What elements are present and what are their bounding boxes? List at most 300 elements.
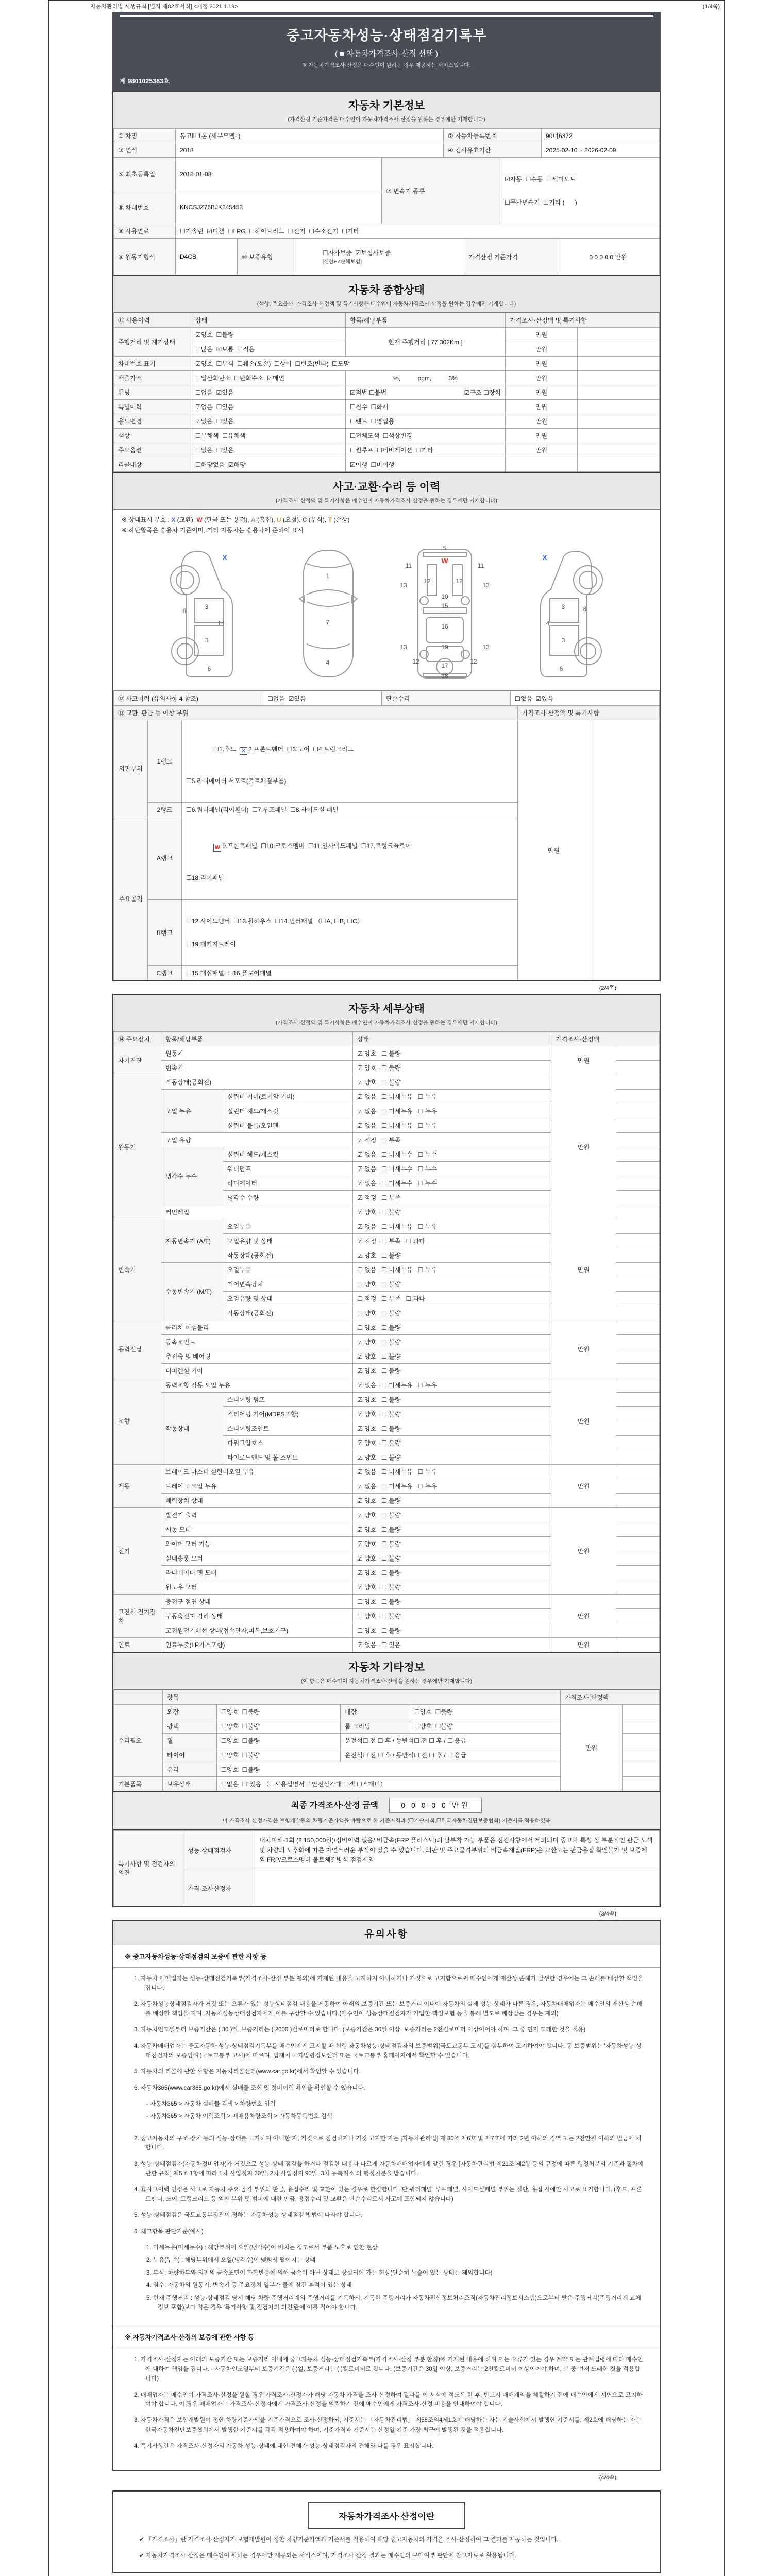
group-label: 조향 [114, 1378, 161, 1465]
diagram-label: 4 [326, 659, 330, 666]
rank1-line2: ☐5.라디에이터 서포트(볼트체결부품) [186, 777, 287, 785]
item-label: 룸 크리닝 [341, 1719, 410, 1734]
legend-mark-x: X [171, 516, 176, 523]
item-label: 오일누유 [223, 1263, 353, 1277]
legend-text: (요철), [281, 516, 303, 523]
notice-box [112, 1945, 661, 2471]
subgroup-label: 작동상태 [161, 1393, 223, 1465]
state-value: ☑ 양호 ☐ 불량 [353, 1046, 551, 1061]
diagram-label: 17 [441, 662, 448, 669]
item-label: 동력조향 작동 오일 누유 [161, 1378, 353, 1393]
rankB-line1: ☐12.사이드멤버 ☐13.휠하우스 ☐14.필러패널 （☐A, ☐B, ☐C） [186, 918, 363, 925]
overall-col-item: 항목/해당부품 [346, 313, 506, 328]
warranty-insurer: [신한EZ손해보험] [322, 259, 362, 265]
repair-needed-label: 수리필요 [114, 1705, 163, 1777]
state-value: ☑ 양호 ☐ 불량 [353, 1580, 551, 1595]
rankB-label: B랭크 [148, 900, 182, 966]
detail-table [113, 1031, 660, 1652]
subgroup-label: 수동변속기 (M/T) [161, 1263, 223, 1320]
diagram-mark: X [542, 553, 547, 562]
price-note-cell [578, 371, 660, 385]
price-note-cell [616, 1421, 660, 1436]
item-label: 내장 [341, 1705, 410, 1719]
state-value: ☑ 없음 ☐ 미세누수 ☐ 누수 [353, 1176, 551, 1191]
price-note-cell [623, 1719, 660, 1734]
legend-line-1 [122, 515, 651, 524]
state-value: ☑ 양호 ☐ 불량 [353, 1508, 551, 1522]
price-note-cell [578, 328, 660, 342]
simple-repair-state: ☐없음 ☑있음 [511, 691, 660, 706]
transmission-line2: ☐무단변속기 ☐기타 ( ) [505, 199, 577, 206]
notice-item: 6. 자동차365(www.car365.go.kr)에서 실매물 조회 및 정비이력 확인을 확인할 수 있습니다. [134, 2084, 365, 2091]
notice-item: 6. 체크항목 판단기준(예시) [134, 2228, 204, 2235]
rankA-post: ☐10.크로스멤버 ☐11.인사이드패널 ☐17.트렁크플로어 [257, 842, 411, 850]
section-overall-state [112, 276, 661, 473]
state-value: ☑ 없음 ☐ 있음 [353, 1638, 551, 1652]
price-note-cell [616, 1450, 660, 1465]
price-unit: 만원 [551, 1046, 616, 1075]
price-note-cell [616, 1162, 660, 1176]
basic-info-table-4 [113, 238, 660, 275]
detail-col-item: 항목/해당부품 [161, 1032, 353, 1046]
price-info-bullet-2: ✔ 자동차가격조사·산정은 매수인이 원하는 경우에만 제공되는 서비스이며, 가격조사·산정 결과는 매수인의 구매여부 판단에 참고자료로 활용됩니다. [139, 2552, 516, 2559]
price-note-cell [616, 1118, 660, 1133]
rankC-items: ☐15.대쉬패널 ☐16.플로어패널 [182, 966, 518, 980]
price-note-cell [616, 1205, 660, 1219]
legend-mark-u: U [276, 516, 281, 523]
item-label: 스티어링 펌프 [223, 1393, 353, 1407]
price-unit: 만원 [506, 443, 578, 457]
price-note-cell [616, 1090, 660, 1104]
item-label: 타이어 [163, 1748, 217, 1762]
price-cell-empty [506, 457, 578, 472]
notice-subitem: 3. 부식: 차량하부와 외판의 금속표면이 화학반응에 의해 금속이 아닌 상태로 상실되어 가는 현상(단순히 녹슬어 있는 상태는 제외합니다) [146, 2269, 493, 2276]
price-note-cell [616, 1364, 660, 1378]
item-label: 유리 [163, 1762, 217, 1777]
item-label: 오일누유 [223, 1219, 353, 1234]
diagram-label: 8 [182, 607, 187, 615]
item-label: 시동 모터 [161, 1522, 353, 1537]
price-unit: 만원 [551, 1075, 616, 1219]
item-label: 실린더 헤드/개스킷 [223, 1104, 353, 1118]
vin-mark-state: ☑양호 ☐부식 ☐훼손(오손) ☐상이 ☐변조(변타) ☐도말 [191, 357, 506, 371]
price-note-cell [616, 1537, 660, 1551]
state-value: ☐ 양호 ☐ 불량 [353, 1320, 551, 1335]
hold-state-value: ☐없음 ☐ 있음 （☐사용설명서 ☐안전삼각대 ☐잭 ☐스패너） [217, 1777, 561, 1791]
diagram-label: 1 [326, 572, 330, 580]
state-value: ☑ 양호 ☐ 불량 [353, 1450, 551, 1465]
state-value: ☑ 양호 ☐ 불량 [353, 1436, 551, 1450]
page-number-3: (3/4쪽) [599, 1910, 616, 1917]
state-value: ☐ 없음 ☐ 미세누유 ☐ 누유 [353, 1263, 551, 1277]
price-note-cell [616, 1075, 660, 1090]
legend-prefix: ※ 상태표시 부호 : [122, 516, 172, 523]
price-unit: 만원 [506, 357, 578, 371]
color-kind: ☐전체도색 ☐색상변경 [346, 429, 506, 443]
etc-band [112, 1653, 661, 1690]
exchange-header: ⑬ 교환, 판금 등 이상 부위 [114, 706, 518, 720]
price-note-cell [616, 1566, 660, 1580]
legend-mark-c: C [302, 516, 307, 523]
car-name-value: 봉고Ⅲ 1톤 (세부모델: ) [176, 129, 444, 143]
item-label: 라디에이터 팬 모터 [161, 1566, 353, 1580]
rankA-marked-item: 9.프론트패널 [222, 842, 258, 850]
item-label: 구동축전지 격리 상태 [161, 1609, 353, 1623]
remarks-table [113, 1830, 660, 1906]
state-value: ☑ 없음 ☐ 미세누유 ☐ 누유 [353, 1479, 551, 1494]
price-note-cell [616, 1580, 660, 1595]
mileage-state-2: ☐많음 ☑보통 ☐적음 [191, 342, 346, 357]
price-note-cell [616, 1508, 660, 1522]
rankA-line2: ☐18.리어패널 [186, 874, 224, 882]
diagram-label: 11 [405, 562, 412, 569]
diagram-label: 6 [207, 665, 211, 672]
item-label: 원동기 [161, 1046, 353, 1061]
first-reg-value: 2018-01-08 [176, 158, 382, 191]
price-note-cell [616, 1277, 660, 1292]
rankA-items [182, 817, 518, 900]
final-price-amount: 0 0 0 0 0 만원 [389, 1798, 481, 1813]
item-label: 기어변속장치 [223, 1277, 353, 1292]
detail-title: 자동차 세부상태 [348, 1003, 425, 1015]
price-note-cell [616, 1306, 660, 1320]
diagram-label: 4 [546, 620, 550, 627]
state-value: ☑ 양호 ☐ 불량 [353, 1551, 551, 1566]
document-number: 제 9801025383호 [120, 78, 170, 85]
basic-info-table-3 [113, 224, 660, 239]
item-label: 스티어링 기어(MDPS포함) [223, 1407, 353, 1421]
state-value: ☑ 양호 ☐ 불량 [353, 1537, 551, 1551]
state-value: ☑ 없음 ☐ 미세누유 ☐ 누유 [353, 1090, 551, 1104]
notice-subitem: - 자동차365 > 자동차 이력조회 > 매매용차량조회 > 자동차등록번호 검색 [146, 2113, 332, 2120]
group-label: 고전원 전기장치 [114, 1595, 161, 1638]
state-value: ☑ 양호 ☐ 불량 [353, 1364, 551, 1378]
price-note-cell [616, 1465, 660, 1479]
page-number-2: (2/4쪽) [599, 985, 616, 991]
state-value: ☑ 양호 ☐ 불량 [353, 1248, 551, 1263]
main-option-label: 주요옵션 [114, 443, 191, 457]
section-notice [112, 1920, 661, 2471]
tuning-state: ☐없음 ☑있음 [191, 385, 346, 400]
item-label: 실내송풍 모터 [161, 1551, 353, 1566]
price-note-cell [616, 1320, 660, 1335]
state-value: ☐양호 ☐불량 [410, 1705, 561, 1719]
section-detail-state [112, 994, 661, 1653]
rankA-w-markbox: W [213, 844, 221, 852]
car-diagram-underbody [393, 545, 496, 681]
form-reference: 자동차관리법 시행규칙 [별지 제82호서식] <개정 2021.1.19> [90, 4, 238, 10]
price-note-cell [578, 400, 660, 414]
notice-subitem: 5. 현재 주행거리 : 성능·상태점검 당시 해당 차량 주행거리계의 주행거리를 기록하되, 기록한 주행거리가 자동차전산정보처리조직(자동차관리정보시스템)으로부터 받은 주행거리(주행거리계 교체 정보 포함)보다 적은 경우 '특기사항 및 점검자의 의견'란에 이를 적어야 합니다. [146, 2295, 642, 2311]
detail-band [112, 994, 661, 1031]
tuning-detail [346, 385, 506, 400]
price-info-title: 자동차가격조사·산정이란 [308, 2502, 465, 2529]
overall-col-state: 상태 [191, 313, 346, 328]
subgroup-label: 자동변속기 (A/T) [161, 1219, 223, 1263]
price-note-cell [616, 1176, 660, 1191]
main-frame-label: 주요골격 [114, 817, 148, 980]
price-note-cell [616, 1263, 660, 1277]
state-value: ☐양호 ☐불량 [217, 1748, 341, 1762]
item-label: 디퍼렌셜 기어 [161, 1364, 353, 1378]
notice-item: 4. 자동차매매업자는 중고자동차 성능·상태점검기록부를 매수인에게 고지할 때 현행 자동차성능·상태점검자의 보증범위(국토교통부 고시)를 첨부하여 고지하여야 합니다. 동 보증범위는 '자동차성능·상태점검자의 보증범위'(국토교통부 고시)에 따르며, 법제처 국가법령정보센터 또는 국토교통부 홈페이지에서 확인할 수 있습니다. [134, 2043, 642, 2059]
price-note-cell [616, 1522, 660, 1537]
basic-info-subtitle: (가격산정 기준가격은 매수인이 자동차가격조사·산정을 원하는 경우에만 기재합니다) [288, 116, 485, 123]
price-unit: 만원 [551, 1595, 616, 1638]
accident-history-state: ☐없음 ☑있음 [263, 691, 382, 706]
price-note-cell [616, 1191, 660, 1205]
notice-item: 5. 자동차의 리콜에 관한 사항은 자동차리콜센터(www.car.go.kr)에서 확인할 수 있습니다. [134, 2069, 361, 2075]
item-label: 등속조인트 [161, 1335, 353, 1349]
etc-table [113, 1690, 660, 1791]
state-value: ☑ 양호 ☐ 불량 [353, 1061, 551, 1075]
car-diagram-left-side [160, 545, 263, 681]
item-label: 윈도우 모터 [161, 1580, 353, 1595]
group-label: 연료 [114, 1638, 161, 1652]
legend-mark-t: T [328, 516, 332, 523]
price-note-cell [623, 1777, 660, 1791]
notice-item: 2. 매매업자는 매수인이 가격조사·산정을 원할 경우 가격조사·산정자가 해당 자동차 가격을 조사·산정하여 결과를 이 서식에 적도록 한 후, 반드시 매매계약을 체결하기 전에 매수인에게 서면으로 고지하여야 합니다. 이 경우 매매업자는 가격조사·산정자에게 가격조사·산정을 의뢰하기 전에 매수인에게 가격조사·산정 비용을 안내하여야 합니다. [134, 2392, 643, 2408]
rank1-x-markbox: X [240, 747, 247, 755]
legend-text: (교환), [175, 516, 197, 523]
document-title: 중고자동차성능·상태점검기록부 [286, 28, 487, 43]
item-label: 오일유량 및 상태 [223, 1234, 353, 1248]
basic-items-label: 기본품목 [114, 1777, 163, 1791]
state-value: ☑ 없음 ☐ 미세누유 ☐ 누유 [353, 1118, 551, 1133]
state-value: ☑ 없음 ☐ 미세누유 ☐ 누유 [353, 1104, 551, 1118]
state-value: ☐ 적정 ☐ 부족 ☐ 과다 [353, 1292, 551, 1306]
tuning-kind: ☑구조 ☐장치 [464, 389, 501, 396]
price-note-cell [578, 429, 660, 443]
notice-item: 3. 자동차가격은 보험개발원이 정한 차량기준가액을 기준가격으로 조사·산정하되, 기준서는 「자동차관리법」 제58조의4제1호에 해당하는 자는 기술사회에서 발행한 기준서를, 제2호에 해당하는 자는 한국자동차진단보증협회에서 발행한 기준서를 각각 적용하여야 하며, 기준가격과 기준서는 산정일 기준 가장 최근에 발행된 것을 적용합니다. [134, 2417, 642, 2433]
item-label: 추진축 및 베어링 [161, 1349, 353, 1364]
notice-band [112, 1920, 661, 1945]
tire-positions: 운전석☐ 전 ☐ 후 / 동반석☐ 전 ☐ 후 / ☐ 응급 [341, 1748, 561, 1762]
section-etc-info [112, 1653, 661, 1907]
state-value: ☐양호 ☐불량 [410, 1719, 561, 1734]
detail-subtitle: (가격조사·산정액 및 특기사항은 매수인이 자동차가격조사·산정을 원하는 경우에만 기재합니다) [276, 1020, 497, 1026]
state-value: ☐ 양호 ☐ 불량 [353, 1623, 551, 1638]
price-note-cell [616, 1335, 660, 1349]
notice-title: 유의사항 [364, 1928, 409, 1940]
price-note-cell [616, 1494, 660, 1508]
document-note: ※ 자동차가격조사·산정은 매수인이 원하는 경우 제공하는 서비스입니다. [302, 62, 471, 69]
mileage-label: 주행거리 및 계기상태 [114, 328, 191, 357]
item-label: 작동상태(공회전) [161, 1075, 353, 1090]
state-value: ☑ 양호 ☐ 불량 [353, 1494, 551, 1508]
basic-info-table [113, 128, 660, 158]
item-label: 라디에이터 [223, 1176, 353, 1191]
overall-col-price: 가격조사·산정액 및 특기사항 [506, 313, 660, 328]
notice-item: 3. 자동차인도일부터 보증기간은 ( 30 )일, 보증거리는 ( 2000 )킬로미터로 합니다. (보증기간은 30일 이상, 보증거리는 2천킬로미터 이상이어야 하며, 그 중 먼저 도래한 것을 적용) [134, 2027, 586, 2033]
state-value: ☐ 양호 ☐ 불량 [353, 1306, 551, 1320]
notice-item: 5. 성능·상태점검은 국토교통부장관이 정하는 자동차성능·상태점검 방법에 따라야 합니다. [134, 2212, 362, 2219]
state-value: ☑ 없음 ☐ 미세누수 ☐ 누수 [353, 1162, 551, 1176]
notice-subitem: - 자동차365 > 자동차 실매물 검색 > 차량번호 입력 [146, 2101, 276, 2108]
price-note-cell [623, 1762, 660, 1777]
header-stripe [120, 15, 653, 17]
diagram-label: 3 [205, 603, 209, 611]
mileage-current: 현재 주행거리 [ 77,302Km ] [346, 328, 506, 357]
diagram-label: 5 [443, 545, 447, 552]
subgroup-label: 냉각수 누수 [161, 1147, 223, 1205]
diagram-label: 12 [412, 658, 419, 665]
diagram-label: 14 [217, 620, 225, 627]
main-option-state: ☐없음 ☐있음 [191, 443, 346, 457]
car-damage-diagrams [112, 538, 661, 690]
engine-type-value: D4CB [176, 239, 238, 275]
warranty-type-label: ⑩ 보증유형 [238, 239, 294, 275]
recall-label: 리콜대상 [114, 457, 191, 472]
item-label: 와이퍼 모터 기능 [161, 1537, 353, 1551]
detail-col-device: ⑭ 주요장치 [114, 1032, 161, 1046]
item-label: 클러치 어셈블리 [161, 1320, 353, 1335]
item-label: 충전구 절연 상태 [161, 1595, 353, 1609]
usage-change-label: 용도변경 [114, 414, 191, 429]
price-note-cell [578, 414, 660, 429]
rank2-items: ☐6.쿼터패널(리어휀더) ☐7.루프패널 ☐8.사이드실 패널 [182, 803, 518, 817]
diagram-label: 13 [400, 582, 407, 589]
item-label: 파워고압호스 [223, 1436, 353, 1450]
notice-item: 1. 가격조사·산정자는 아래의 보증기간 또는 보증거리 이내에 중고자동차 성능·상태점검기록부(가격조사·산정 부분 한정)에 기재된 내용에 허위 또는 오류가 있는 경우 계약 또는 관계법령에 따라 매수인에 대하여 책임을 집니다. · 자동차인도일부터 보증기간은 ( )일, 보증거리는 ( )킬로미터로 합니다. (보증기간은 30일 이상, 보증거리는 2천킬로미터 이상이어야 하며, 그 중 먼저 도래한 것을 적용합니다) [134, 2357, 643, 2382]
vin-mark-label: 차대번호 표기 [114, 357, 191, 371]
main-option-kind: ☐썬루프 ☐네비게이션 ☐기타 [346, 443, 506, 457]
price-unit: 만원 [506, 414, 578, 429]
usage-change-kind: ☐렌트 ☐영업용 [346, 414, 506, 429]
price-note-cell [616, 1595, 660, 1609]
document-page [48, 0, 725, 2576]
diagram-label: 15 [441, 602, 448, 609]
notice-item: 3. 성능·상태점검자(자동차정비업자)가 거짓으로 성능·상태 점검을 하거나 점검한 내용과 다르게 자동차매매업자에게 알린 경우 [자동차관리법 제21조 제2항 등의 규정에 따른 행정처분의 기준과 절차에 관한 규칙] 제5조 1항에 따라 1차 사업정지 30일, 2차 사업정지 90일, 3차 등록취소 의 행정처분을 받습니다. [134, 2161, 644, 2177]
basic-info-table-2 [113, 157, 660, 224]
rank1-label: 1랭크 [148, 720, 182, 803]
notice-subitem: 1. 미세누유(미세누수) : 해당부위에 오일(냉각수)이 비치는 정도로서 부품 노후로 인한 현상 [146, 2244, 378, 2251]
price-note-cell [616, 1133, 660, 1147]
price-note-cell [578, 443, 660, 457]
price-unit: 만원 [551, 1320, 616, 1378]
price-unit: 만원 [551, 1465, 616, 1508]
detail-col-price: 가격조사·산정액 [551, 1032, 660, 1046]
price-unit: 만원 [506, 429, 578, 443]
special-history-kind: ☐침수 ☐화재 [346, 400, 506, 414]
item-label: 브레이크 오일 누유 [161, 1479, 353, 1494]
emission-values: %, ppm, 3% [346, 371, 506, 385]
item-label: 휠 [163, 1734, 217, 1748]
price-note-cell [616, 1436, 660, 1450]
group-label: 자기진단 [114, 1046, 161, 1075]
legend-text: (부식), [307, 516, 328, 523]
item-label: 스티어링조인트 [223, 1421, 353, 1436]
diagram-label: 3 [561, 603, 565, 611]
appraiser-remarks [253, 1871, 660, 1906]
diagram-label: 8 [583, 605, 587, 613]
accident-title: 사고·교환·수리 등 이력 [332, 481, 441, 493]
item-label: 변속기 [161, 1061, 353, 1075]
etc-title: 자동차 기타정보 [348, 1662, 425, 1673]
inspection-period-value: 2025-02-10 ~ 2026-02-09 [542, 143, 660, 158]
accident-legend [112, 510, 661, 538]
recall-done: ☑이행 ☐미이행 [346, 457, 506, 472]
item-label: 오일 유량 [161, 1133, 353, 1147]
outer-panel-label: 외판부위 [114, 720, 148, 817]
top-meta [49, 1, 724, 12]
color-label: 색상 [114, 429, 191, 443]
notice-item: 2. 자동차성능상태점검자가 거짓 또는 오류가 있는 성능상태점검 내용을 제공하여 아래의 보증기간 또는 보증거리 이내에 자동차의 실제 성능·상태가 다른 경우, 자동차매매업자는 매수인의 재산상 손해를 배상할 책임을 지며, 자동차성능상태점검자에게 이를 구상할 수 있습니다.(매수인이 성능상태점검자가 가입한 책임보험 등을 통해 별도로 배상받는 경우는 제외) [134, 2001, 643, 2017]
diagram-label: 11 [477, 562, 484, 569]
item-label: 워터펌프 [223, 1162, 353, 1176]
notice-subsection-1: ※ 중고자동차성능·상태점검의 보증에 관한 사항 등 [113, 1945, 660, 1968]
price-unit: 만원 [518, 720, 590, 980]
price-note-cell [616, 1551, 660, 1566]
emission-label: 배출가스 [114, 371, 191, 385]
price-unit: 만원 [506, 342, 578, 357]
price-note-cell [616, 1061, 660, 1075]
state-value: ☑ 양호 ☐ 불량 [353, 1566, 551, 1580]
price-note-cell [578, 385, 660, 400]
state-value: ☑ 양호 ☐ 불량 [353, 1393, 551, 1407]
basic-info-title: 자동차 기본정보 [348, 100, 425, 112]
state-value: ☑ 양호 ☐ 불량 [353, 1407, 551, 1421]
emission-state: ☐일산화탄소 ☐탄화수소 ☑매연 [191, 371, 346, 385]
price-note-cell [616, 1104, 660, 1118]
notice-item: 4. ⑫사고이력 인정은 사고로 자동차 주요 골격 부위의 판금, 용접수리 및 교환이 있는 경우로 한정합니다. 단 쿼터패널, 루프패널, 사이드실패널 부위는 절단, 용접 시에만 사고로 표기합니다. (후드, 프론트펜더, 도어, 트렁크리드 등 외판 부위 및 범퍼에 대한 판금, 용접수리 및 교환은 단순수리로서 사고에 포함되지 않습니다) [134, 2187, 642, 2202]
car-outline-right-icon [510, 545, 613, 681]
diagram-label: 3 [205, 637, 209, 644]
notice-subsection-2: ※ 자동차가격조사·산정의 보증에 관한 사항 등 [113, 2326, 660, 2348]
item-label: 발전기 출력 [161, 1508, 353, 1522]
item-label: 배력장치 상태 [161, 1494, 353, 1508]
inspector-label: 성능·상태점검자 [183, 1831, 253, 1871]
reg-no-label: ② 자동차등록번호 [444, 129, 542, 143]
item-label: 작동상태(공회전) [223, 1248, 353, 1263]
price-unit: 만원 [551, 1508, 616, 1595]
rankB-items [182, 900, 518, 966]
wheel-positions: 운전석☐ 전 ☐ 후 / 동반석☐ 전 ☐ 후 / ☐ 응급 [341, 1734, 561, 1748]
section-basic-info [112, 91, 661, 276]
tuning-legal: ☑적법 ☐불법 [350, 389, 387, 396]
price-note-cell [616, 1248, 660, 1263]
mileage-state-1: ☑양호 ☐불량 [191, 328, 346, 342]
first-reg-label: ⑤ 최초등록일 [114, 158, 176, 191]
etc-col-blank [114, 1690, 163, 1705]
diagram-label: 12 [424, 578, 431, 585]
notice-item: 1. 자동차 매매업자는 성능·상태점검기록부(가격조사·산정 부분 제외)에 기재된 내용을 고지하지 아니하거나 거짓으로 고지함으로써 매수인에게 재산상 손해가 발생한 경우에는 그 손해를 배상할 책임을 집니다. [134, 1975, 644, 1991]
item-label: 외장 [163, 1705, 217, 1719]
state-value: ☐양호 ☐불량 [217, 1762, 561, 1777]
hold-state-label: 보유상태 [163, 1777, 217, 1791]
price-note-cell [616, 1638, 660, 1652]
exchange-table [113, 705, 660, 980]
legend-line-2: ※ 하단항목은 승용차 기준이며, 기타 자동차는 승용차에 준하여 표시 [122, 527, 304, 534]
simple-repair-label: 단순수리 [382, 691, 511, 706]
page-number-4: (4/4쪽) [599, 2475, 616, 2481]
document-header [112, 12, 661, 91]
special-history-state: ☑없음 ☐있음 [191, 400, 346, 414]
inspector-remarks: 내차피해-1회 (2,150,000원)/정비이력 없음/ 비금속(FRP 플라스틱)의 탈부착 가능 부품은 점검사항에서 제외되며 중고차 특성 상 부분적인 판금,도색 및 차량의 노후화에 따른 자연스러운 부식이 있을 수 있습니다. 외판 및 주요골격부위의 비금속재질(FRP)은 교환또는 판금용접 확인불가 및 보증제외 FRP/크로스멤버 볼트체결방식 점검제외 [253, 1831, 660, 1871]
transmission-value [500, 158, 660, 224]
price-unit: 만원 [551, 1378, 616, 1465]
warranty-state: ☐자가보증 ☑보험사보증 [322, 249, 391, 257]
vin-label: ⑥ 차대번호 [114, 191, 176, 224]
exchange-price-header: 가격조사·산정액 및 특기사항 [518, 706, 660, 720]
detail-col-state: 상태 [353, 1032, 551, 1046]
state-value: ☑ 양호 ☐ 불량 [353, 1205, 551, 1219]
price-unit: 만원 [506, 400, 578, 414]
notice-item: 2. 중고자동차의 구조·장치 등의 성능·상태를 고지하지 아니한 자, 거짓으로 점검하거나 거짓 고지한 자는 [자동차관리법] 제 80조 제6호 및 제7호에 따라 2년 이하의 징역 또는 2천만원 이하의 벌금에 처합니다. [134, 2135, 642, 2151]
fuel-value: ☐가솔린 ☑디젤 ☐LPG ☐하이브리드 ☐전기 ☐수소전기 ☐기타 [176, 224, 660, 239]
price-note-cell [590, 720, 660, 980]
price-note-cell [616, 1378, 660, 1393]
